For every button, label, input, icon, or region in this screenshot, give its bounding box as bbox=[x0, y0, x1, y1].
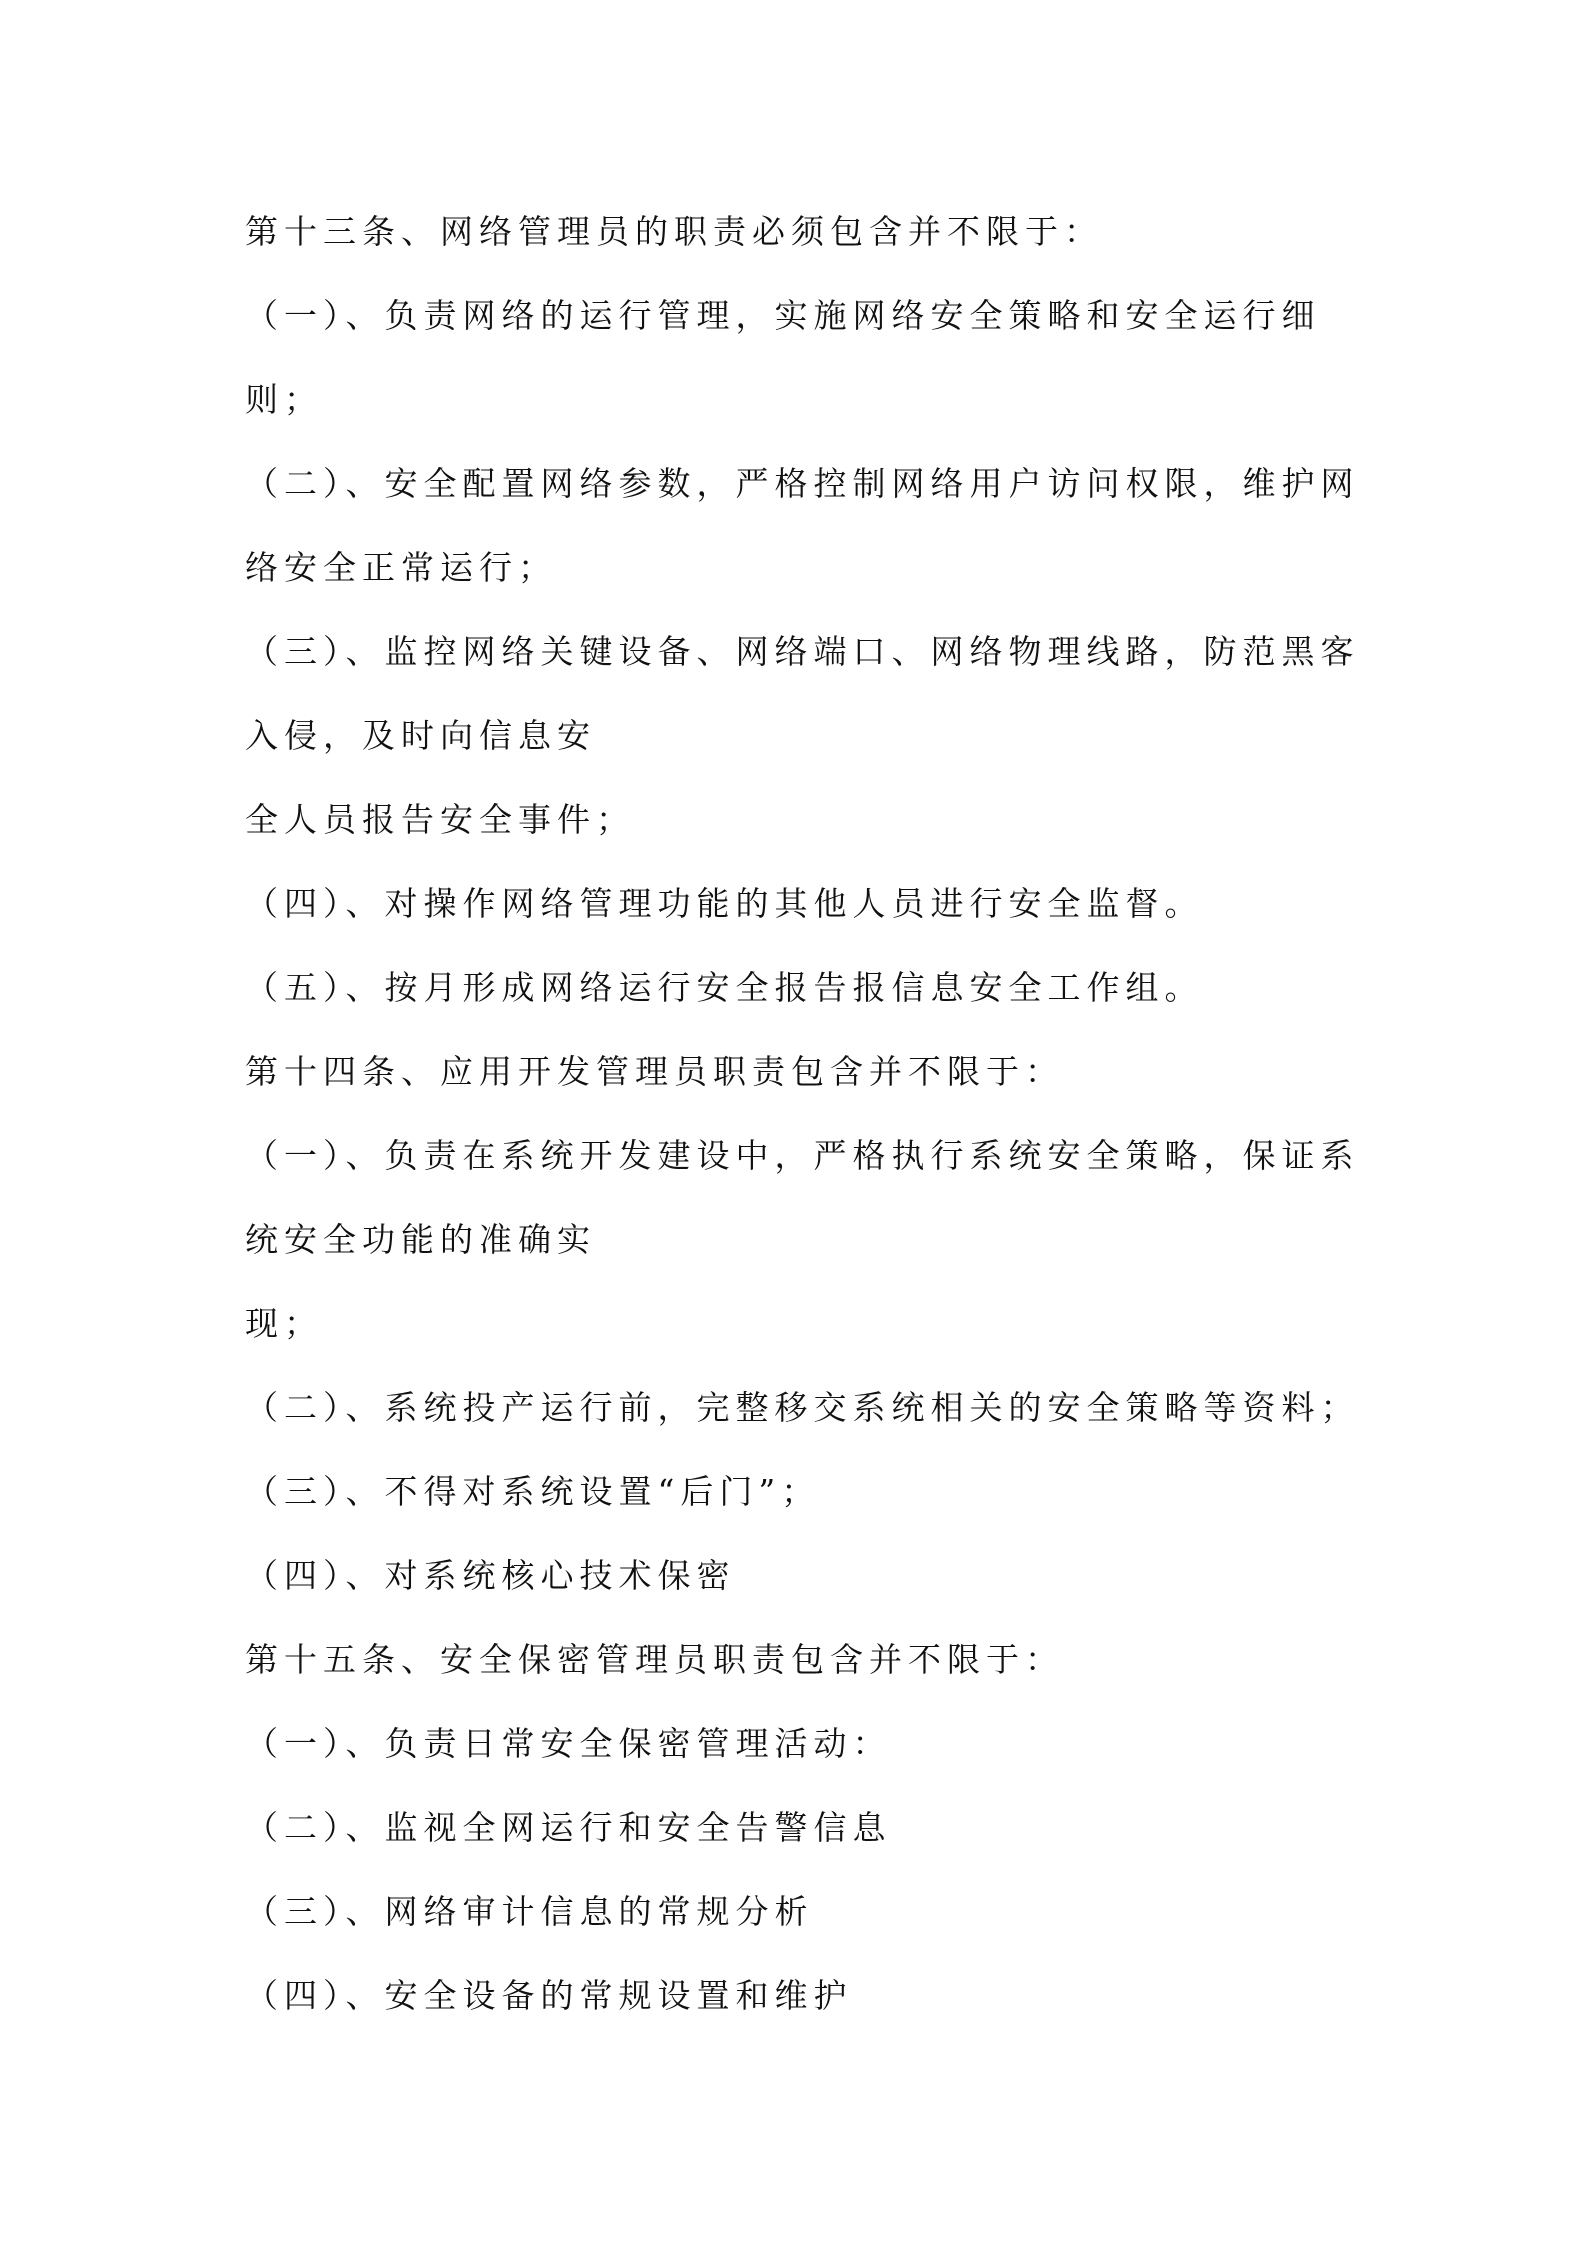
article-14-item-2: （二）、系统投产运行前，完整移交系统相关的安全策略等资料； bbox=[245, 1388, 1360, 1427]
article-13-item-3: （三）、监控网络关键设备、网络端口、网络物理线路，防范黑客 bbox=[245, 632, 1360, 671]
article-13-item-1-cont: 则； bbox=[245, 380, 323, 419]
article-14-item-3: （三）、不得对系统设置“后门”； bbox=[245, 1472, 821, 1511]
article-14-item-1-cont2: 现； bbox=[245, 1304, 323, 1343]
article-14-item-1-cont: 统安全功能的准确实 bbox=[245, 1220, 596, 1259]
article-13-item-2: （二）、安全配置网络参数，严格控制网络用户访问权限，维护网 bbox=[245, 464, 1360, 503]
article-15-item-4: （四）、安全设备的常规设置和维护 bbox=[245, 1976, 853, 2015]
article-13-item-3-cont2: 全人员报告安全事件； bbox=[245, 800, 635, 839]
article-13-item-1: （一）、负责网络的运行管理，实施网络安全策略和安全运行细 bbox=[245, 296, 1321, 335]
article-14-item-4: （四）、对系统核心技术保密 bbox=[245, 1556, 736, 1595]
article-13-item-4: （四）、对操作网络管理功能的其他人员进行安全监督。 bbox=[245, 884, 1204, 923]
article-13-heading: 第十三条、网络管理员的职责必须包含并不限于： bbox=[245, 212, 1103, 251]
article-15-heading: 第十五条、安全保密管理员职责包含并不限于： bbox=[245, 1640, 1064, 1679]
article-13-item-3-cont: 入侵，及时向信息安 bbox=[245, 716, 596, 755]
article-15-item-3: （三）、网络审计信息的常规分析 bbox=[245, 1892, 814, 1931]
article-15-item-2: （二）、监视全网运行和安全告警信息 bbox=[245, 1808, 892, 1847]
article-13-item-5: （五）、按月形成网络运行安全报告报信息安全工作组。 bbox=[245, 968, 1204, 1007]
article-14-heading: 第十四条、应用开发管理员职责包含并不限于： bbox=[245, 1052, 1064, 1091]
article-13-item-2-cont: 络安全正常运行； bbox=[245, 548, 557, 587]
article-14-item-1: （一）、负责在系统开发建设中，严格执行系统安全策略，保证系 bbox=[245, 1136, 1360, 1175]
article-15-item-1: （一）、负责日常安全保密管理活动： bbox=[245, 1724, 892, 1763]
